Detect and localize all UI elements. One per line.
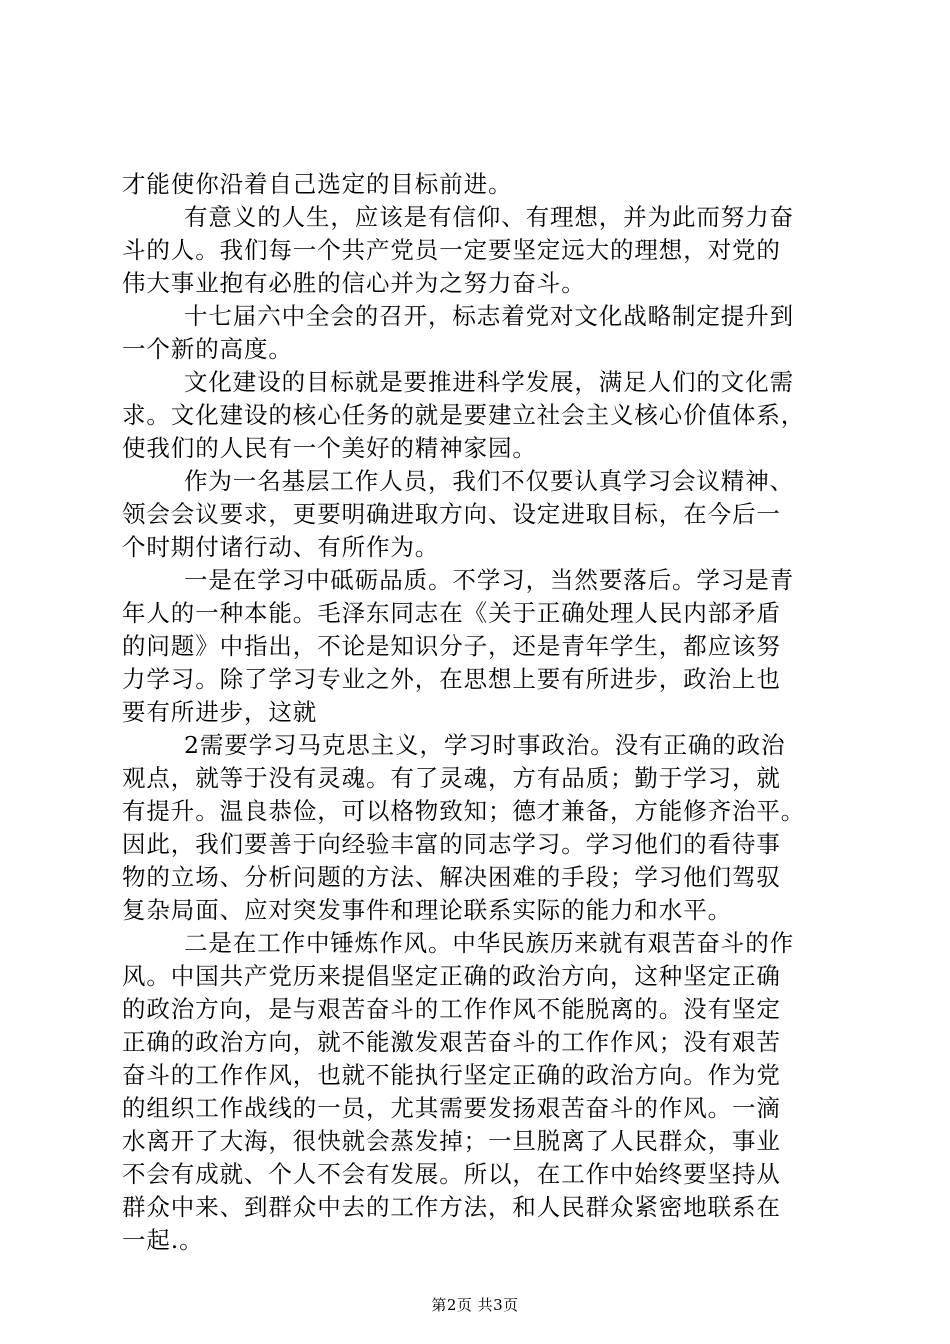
text-line: 奋斗的工作作风，也就不能执行坚定正确的政治方向。作为党 [122,1061,781,1089]
text-line: 正确的政治方向，就不能激发艰苦奋斗的工作作风；没有艰苦 [122,1028,781,1056]
text-line: 的问题》中指出，不论是知识分子，还是青年学生，都应该努 [122,632,781,660]
text-line: 文化建设的目标就是要推进科学发展，满足人们的文化需 [184,368,794,396]
text-line: 二是在工作中锤炼作风。中华民族历来就有艰苦奋斗的作 [184,929,794,957]
text-line: 有提升。温良恭俭，可以格物致知；德才兼备，方能修齐治平。 [122,797,806,825]
text-line: 2需要学习马克思主义，学习时事政治。没有正确的政治 [184,731,786,759]
text-line: 观点，就等于没有灵魂。有了灵魂，方有品质；勤于学习，就 [122,764,781,792]
text-line: 伟大事业抱有必胜的信心并为之努力奋斗。 [122,269,586,297]
page-footer: 第2页 共3页 [431,1296,519,1314]
text-line: 复杂局面、应对突发事件和理论联系实际的能力和水平。 [122,896,732,924]
text-line: 使我们的人民有一个美好的精神家园。 [122,434,537,462]
text-line: 年人的一种本能。毛泽东同志在《关于正确处理人民内部矛盾 [122,599,781,627]
text-line: 领会会议要求，更要明确进取方向、设定进取目标，在今后一 [122,500,781,528]
text-line: 求。文化建设的核心任务的就是要建立社会主义核心价值体系， [122,401,806,429]
text-line: 要有所进步，这就 [122,698,318,726]
text-line: 有意义的人生，应该是有信仰、有理想，并为此而努力奋 [184,203,794,231]
text-line: 一个新的高度。 [122,335,293,363]
document-body [122,168,834,1257]
text-line: 力学习。除了学习专业之外，在思想上要有所进步，政治上也 [122,665,781,693]
text-line: 十七届六中全会的召开，标志着党对文化战略制定提升到 [184,302,794,330]
text-line: 的组织工作战线的一员，尤其需要发扬艰苦奋斗的作风。一滴 [122,1094,781,1122]
text-line: 才能使你沿着自己选定的目标前进。 [122,170,513,198]
text-line: 个时期付诸行动、有所作为。 [122,533,440,561]
text-line: 斗的人。我们每一个共产党员一定要坚定远大的理想，对党的 [122,236,781,264]
text-line: 风。中国共产党历来提倡坚定正确的政治方向，这种坚定正确 [122,962,781,990]
text-line: 不会有成就、个人不会有发展。所以，在工作中始终要坚持从 [122,1160,781,1188]
text-line: 群众中来、到群众中去的工作方法，和人民群众紧密地联系在 [122,1193,781,1221]
text-line: 因此，我们要善于向经验丰富的同志学习。学习他们的看待事 [122,830,781,858]
text-line: 水离开了大海，很快就会蒸发掉；一旦脱离了人民群众，事业 [122,1127,781,1155]
text-line: 一是在学习中砥砺品质。不学习，当然要落后。学习是青 [184,566,794,594]
text-line: 物的立场、分析问题的方法、解决困难的手段；学习他们驾驭 [122,863,781,891]
text-line: 一起.。 [122,1226,204,1254]
text-line: 的政治方向，是与艰苦奋斗的工作作风不能脱离的。没有坚定 [122,995,781,1023]
text-line: 作为一名基层工作人员，我们不仅要认真学习会议精神、 [184,467,794,495]
